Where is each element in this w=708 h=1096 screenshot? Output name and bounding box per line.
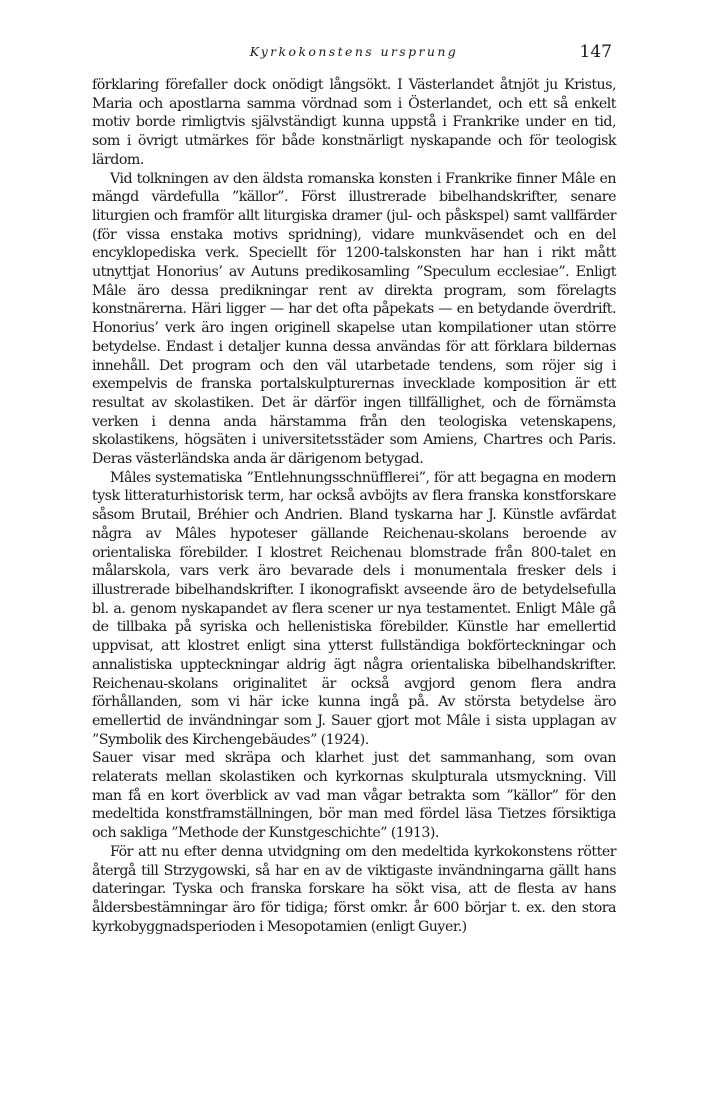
paragraph: förklaring förefaller dock onödigt långsökt. I Västerlandet åtnjöt ju Kristus, Maria och apostlarna samma vördnad som i Österlandet, och ett så enkelt motiv borde rimligtvis självständigt kunna uppstå i Frankrike under en tid, som i övrigt utmärkes för både konstnärligt nyskapande och för teologisk lärdom. [92, 77, 616, 168]
page-number: 147 [579, 42, 612, 62]
paragraph: Sauer visar med skräpa och klarhet just det sammanhang, som ovan relaterats mellan skolastiken och kyrkornas skulpturala utsmyckning. Vill man få en kort överblick av vad man vågar betrakta som ”källor” för den medeltida konstframställningen, bör man med fördel läsa Tietzes försiktiga och sakliga ”Methode der Kunstgeschichte” (1913). [92, 750, 616, 842]
paragraph: Mâles systematiska ”Entlehnungsschnüfflerei”, för att begagna en modern tysk litteraturhistorisk term, har också avböjts av flera franska konstforskare såsom Brutail, Bréhier och Andrien. Bland tyskarna har J. Künstle avfärdat några av Mâles hypoteser gällande Reichenau-skolans beroende av orientaliska förebilder. I klostret Reichenau blomstrade från 800-talet en målarskola, vars verk äro bevarade dels i monumentala fresker dels i illustrerade bibelhandskrifter. I ikonografiskt avseende äro de betydelsefulla bl. a. genom nyskapandet av flera scener ur nya testamentet. Enligt Mâle gå de tillbaka på syriska och hellenistiska förebilder. Künstle har emellertid uppvisat, att klostret enligt sina ytterst fullständiga bokförteckningar och annalistiska uppteckningar aldrig ägt några orientaliska bibelhandskrifter. Reichenau-skolans originalitet är också avgjord genom flera andra förhållanden, som vi här icke kunna ingå på. Av största betydelse äro emellertid de invändningar som J. Sauer gjort mot Mâle i sista upplagan av ”Symbolik des Kirchengebäudes” (1924). [92, 469, 616, 748]
running-head [96, 42, 612, 66]
paragraph: För att nu efter denna utvidgning om den medeltida kyrkokonstens rötter återgå till Strzygowski, så har en av de viktigaste invändningarna gällt hans dateringar. Tyska och franska forskare ha sökt visa, att de flesta av hans åldersbestämningar äro för tidiga; först omkr. år 600 börjar t. ex. den stora kyrkobyggnadsperioden i Mesopotamien (enligt Guyer.) [92, 843, 616, 935]
running-title: Kyrkokonstens ursprung [249, 44, 459, 59]
paragraph: Vid tolkningen av den äldsta romanska konsten i Frankrike finner Mâle en mängd värdefulla ”källor”. Först illustrerade bibelhandskrifter, senare liturgien och framför allt liturgiska dramer (jul- och påskspel) samt vallfärder (för vissa enstaka motivs spridning), vidare munkväsendet och en del encyklopediska verk. Speciellt för 1200-talskonsten har han i rikt mått utnyttjat Honorius’ av Autuns predikosamling ”Speculum ecclesiae”. Enligt Mâle äro dessa predikningar rent av direkta program, som förelagts konstnärerna. Häri ligger — har det ofta påpekats — en betydande överdrift. Honorius’ verk äro ingen originell skapelse utan kompilationer utan större betydelse. Endast i detaljer kunna dessa användas för att förklara bildernas innehåll. Det program och den väl utarbetade tendens, som röjer sig i exempelvis de franska portalskulpturernas invecklade komposition är ett resultat av skolastiken. Det är därför ingen tillfällighet, och de förnämsta verken i denna anda härstamma från den teologiska vetenskapens, skolastikens, högsäten i universitetsstäder som Amiens, Chartres och Paris. Deras västerländska anda är därigenom betygad. [92, 170, 616, 468]
body-text [92, 76, 616, 936]
